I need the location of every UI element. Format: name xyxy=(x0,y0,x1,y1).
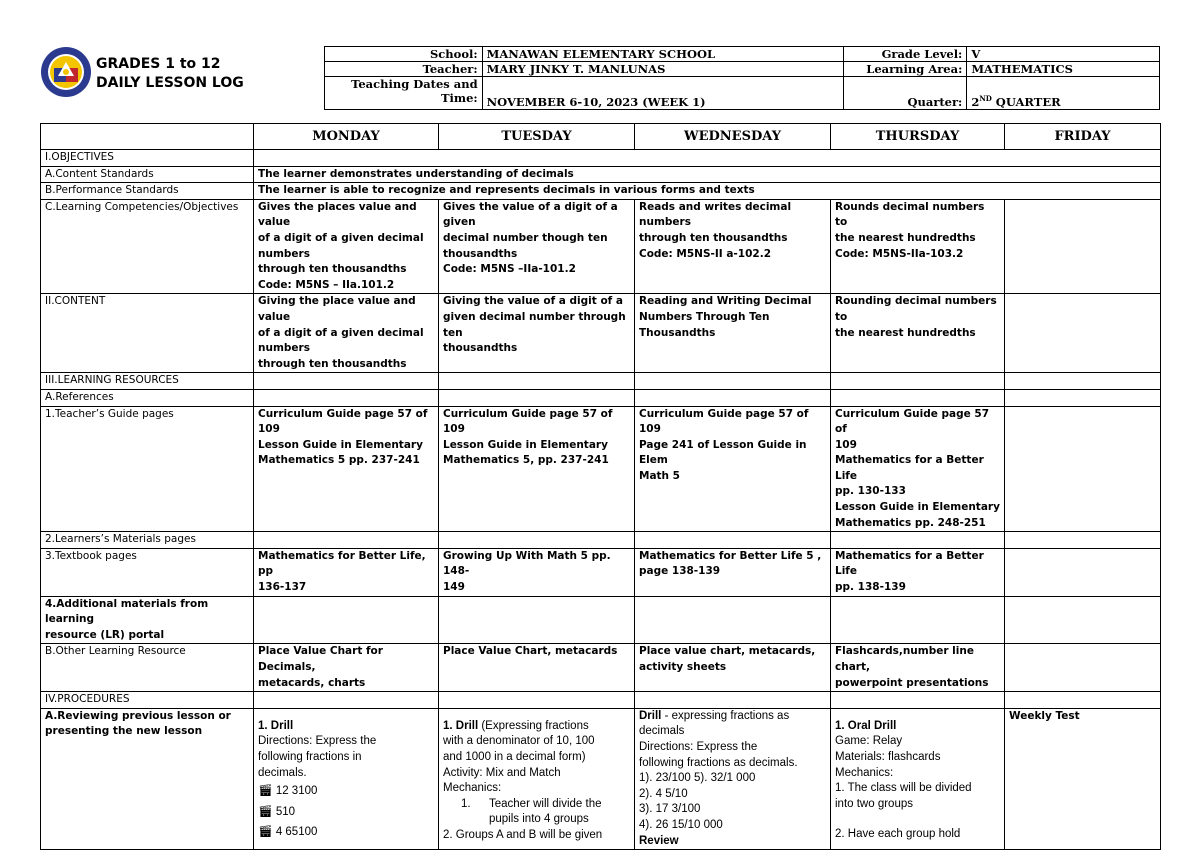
line: 4.Additional materials from learning xyxy=(45,597,212,626)
procedures-row xyxy=(41,692,1161,709)
line: Place value chart, metacards, xyxy=(639,645,816,658)
line: Lesson Guide in Elementary xyxy=(443,438,608,451)
content-standards-row xyxy=(41,166,1161,183)
other-resource-row xyxy=(41,644,1161,692)
learning-resources-heading: III.LEARNING RESOURCES xyxy=(41,373,254,390)
other-resource-friday xyxy=(1005,644,1161,692)
line: Place Value Chart, metacards xyxy=(443,645,618,658)
textbook-wednesday xyxy=(635,548,831,596)
empty-cell xyxy=(831,692,1005,709)
procedures-heading: IV.PROCEDURES xyxy=(41,692,254,709)
line: Growing Up With Math 5 pp. 148- xyxy=(443,549,615,578)
empty-cell xyxy=(1005,389,1161,406)
textbook-thursday xyxy=(831,548,1005,596)
textbook-friday xyxy=(1005,548,1161,596)
line: 136-137 xyxy=(258,581,307,594)
spacer xyxy=(258,709,434,719)
line: resource (LR) portal xyxy=(45,628,165,641)
line: 1). 23/100 5). 32/1 000 xyxy=(639,772,756,785)
line: Directions: Express the xyxy=(639,740,758,753)
day-wednesday: WEDNESDAY xyxy=(635,124,831,150)
line: Thousandths xyxy=(639,326,716,339)
empty-cell xyxy=(439,389,635,406)
textbook-monday xyxy=(254,548,439,596)
competencies-tuesday xyxy=(439,199,635,294)
empty-cell xyxy=(254,532,439,549)
empty-cell xyxy=(831,389,1005,406)
line: 1. The class will be divided xyxy=(835,782,972,795)
teaching-dates-label xyxy=(325,77,483,110)
other-resource-label: B.Other Learning Resource xyxy=(41,644,254,692)
content-monday xyxy=(254,294,439,373)
learning-resources-row xyxy=(41,373,1161,390)
day-header-row xyxy=(41,124,1161,150)
line: 2. Have each group hold xyxy=(835,828,961,841)
quarter-rest: QUARTER xyxy=(991,95,1061,109)
line: into two groups xyxy=(835,797,913,810)
empty-cell xyxy=(635,692,831,709)
day-monday: MONDAY xyxy=(254,124,439,150)
other-resource-monday xyxy=(254,644,439,692)
grade-level-value: V xyxy=(967,47,1160,62)
objectives-empty xyxy=(254,150,1161,167)
line: Mechanics: xyxy=(443,782,502,795)
line: 2. Groups A and B will be given xyxy=(443,828,603,841)
drill-heading: Drill xyxy=(639,709,662,722)
performance-standards-value: The learner is able to recognize and represents decimals in various forms and texts xyxy=(254,183,1161,200)
line: Gives the value of a digit of a given xyxy=(443,200,622,229)
performance-standards-label: B.Performance Standards xyxy=(41,183,254,200)
day-thursday: THURSDAY xyxy=(831,124,1005,150)
teaching-dates-label-2: Time: xyxy=(440,91,478,105)
line: Mechanics: xyxy=(835,766,894,779)
line: and 1000 in a decimal form) xyxy=(443,750,586,763)
empty-cell xyxy=(635,532,831,549)
line: metacards, charts xyxy=(258,676,366,689)
line: with a denominator of 10, 100 xyxy=(443,735,595,748)
empty-cell xyxy=(439,596,635,644)
quarter-num: 2 xyxy=(971,95,980,109)
line: pupils into 4 groups xyxy=(489,813,589,826)
line: Place Value Chart for Decimals, xyxy=(258,645,387,673)
empty-cell xyxy=(635,373,831,390)
empty-cell xyxy=(635,389,831,406)
line: Code: M5NS – IIa.101.2 xyxy=(258,278,395,291)
content-standards-value: The learner demonstrates understanding of decimals xyxy=(254,166,1161,183)
school-label: School: xyxy=(325,47,483,62)
empty-cell xyxy=(254,373,439,390)
empty-cell xyxy=(1005,596,1161,644)
teachers-guide-wednesday xyxy=(635,406,831,532)
line: following fractions as decimals. xyxy=(639,756,798,769)
spacer xyxy=(835,812,1000,827)
line: Numbers Through Ten xyxy=(639,310,770,323)
content-friday xyxy=(1005,294,1161,373)
empty-cell xyxy=(439,373,635,390)
objectives-row xyxy=(41,150,1161,167)
grade-level-label: Grade Level: xyxy=(843,47,967,62)
teachers-guide-label: 1.Teacher’s Guide pages xyxy=(41,406,254,532)
line: Curriculum Guide page 57 of 109 xyxy=(639,407,813,436)
empty-cell xyxy=(254,389,439,406)
drill-item-text: 4 65100 xyxy=(275,826,318,839)
drill-item xyxy=(258,825,434,841)
line: through ten thousandths xyxy=(258,263,407,276)
drill-heading-line xyxy=(639,709,826,725)
competencies-label: C.Learning Competencies/Objectives xyxy=(41,199,254,294)
empty-cell xyxy=(635,596,831,644)
bullet-icon: 🎬︎ xyxy=(258,805,273,818)
line: pp. 138-139 xyxy=(835,581,906,594)
performance-standards-row xyxy=(41,183,1161,200)
line: Game: Relay xyxy=(835,735,903,748)
review-label xyxy=(41,708,254,849)
header-info-table xyxy=(324,46,1160,110)
drill-item xyxy=(258,805,434,821)
line: Math 5 xyxy=(639,469,680,482)
title-line-2: DAILY LESSON LOG xyxy=(96,75,244,91)
line: the nearest hundredths xyxy=(835,231,976,244)
line: Reads and writes decimal numbers xyxy=(639,200,795,229)
school-value: MANAWAN ELEMENTARY SCHOOL xyxy=(482,47,843,62)
line: Giving the place value and value xyxy=(258,295,420,323)
empty-cell xyxy=(439,692,635,709)
line: numbers xyxy=(258,342,310,355)
additional-materials-label xyxy=(41,596,254,644)
review-thursday xyxy=(831,708,1005,849)
line: Materials: flashcards xyxy=(835,750,941,763)
line: through ten thousandths xyxy=(639,231,788,244)
drill-heading-rest: - expressing fractions as xyxy=(661,709,790,722)
content-thursday xyxy=(831,294,1005,373)
list-item xyxy=(443,797,630,813)
line: Lesson Guide in Elementary xyxy=(835,501,1000,514)
line: Mathematics pp. 248-251 xyxy=(835,516,986,529)
line: Teacher will divide the xyxy=(489,797,602,810)
empty-cell xyxy=(831,532,1005,549)
line: the nearest hundredths xyxy=(835,326,976,339)
line: Gives the places value and value xyxy=(258,200,421,229)
line: Curriculum Guide page 57 of xyxy=(835,407,993,436)
line: numbers xyxy=(258,247,310,260)
line: Curriculum Guide page 57 of 109 xyxy=(443,407,617,436)
line: presenting the new lesson xyxy=(45,725,203,738)
empty-cell xyxy=(831,596,1005,644)
line: 2). 4 5/10 xyxy=(639,787,688,800)
line: of a digit of a given decimal xyxy=(258,231,424,244)
learning-area-label: Learning Area: xyxy=(843,62,967,77)
empty-cell xyxy=(1005,373,1161,390)
line: Mathematics 5 pp. 237-241 xyxy=(258,454,420,467)
drill-heading-rest: (Expressing fractions xyxy=(478,719,589,732)
review-heading: Review xyxy=(639,834,679,847)
other-resource-thursday xyxy=(831,644,1005,692)
drill-heading-line xyxy=(443,719,630,735)
teacher-value: MARY JINKY T. MANLUNAS xyxy=(482,62,843,77)
learning-area-value: MATHEMATICS xyxy=(967,62,1160,77)
line: Activity: Mix and Match xyxy=(443,766,561,779)
line: Mathematics for Better Life 5 , xyxy=(639,549,822,562)
line: page 138-139 xyxy=(639,565,721,578)
competencies-wednesday xyxy=(635,199,831,294)
line: 109 xyxy=(835,438,857,451)
teaching-dates-label-1: Teaching Dates and xyxy=(351,77,478,91)
line: Code: M5NS-IIa-103.2 xyxy=(835,247,964,260)
line: A.Reviewing previous lesson or xyxy=(45,709,231,722)
line: following fractions in xyxy=(258,750,362,763)
drill-item-text: 12 3100 xyxy=(275,785,318,798)
line: given decimal number through ten xyxy=(443,310,630,339)
competencies-row xyxy=(41,199,1161,294)
content-tuesday xyxy=(439,294,635,373)
review-friday: Weekly Test xyxy=(1005,708,1161,849)
additional-materials-row xyxy=(41,596,1161,644)
objectives-heading: I.OBJECTIVES xyxy=(41,150,254,167)
line: 109 xyxy=(258,423,280,436)
line: decimals xyxy=(639,725,685,738)
teacher-label: Teacher: xyxy=(325,62,483,77)
textbook-tuesday xyxy=(439,548,635,596)
teachers-guide-tuesday xyxy=(439,406,635,532)
line: 4). 26 15/10 000 xyxy=(639,818,723,831)
spacer xyxy=(443,709,630,719)
line: activity sheets xyxy=(639,661,727,673)
line: Code: M5NS –IIa-101.2 xyxy=(443,263,576,276)
line: Mathematics for Better Life, pp xyxy=(258,549,430,578)
line: Rounding decimal numbers to xyxy=(835,295,1001,323)
quarter-sup: ND xyxy=(979,94,992,104)
line: Flashcards,number line chart, xyxy=(835,645,978,673)
bullet-icon: 🎬︎ xyxy=(258,785,273,798)
learners-materials-label: 2.Learners’s Materials pages xyxy=(41,532,254,549)
title-line-1: GRADES 1 to 12 xyxy=(96,56,221,72)
line: thousandths xyxy=(443,247,518,260)
learners-materials-row xyxy=(41,532,1161,549)
line: 3). 17 3/100 xyxy=(639,803,701,816)
line: Mathematics 5, pp. 237-241 xyxy=(443,454,609,467)
drill-heading: 1. Oral Drill xyxy=(835,719,897,732)
day-tuesday: TUESDAY xyxy=(439,124,635,150)
teachers-guide-monday xyxy=(254,406,439,532)
bullet-icon: 🎬︎ xyxy=(258,826,273,839)
corner-cell xyxy=(41,124,254,150)
review-monday xyxy=(254,708,439,849)
drill-heading: 1. Drill xyxy=(258,719,294,732)
content-wednesday xyxy=(635,294,831,373)
teaching-dates-value: NOVEMBER 6-10, 2023 (WEEK 1) xyxy=(482,77,843,110)
empty-cell xyxy=(254,692,439,709)
drill-heading: 1. Drill xyxy=(443,719,479,732)
empty-cell xyxy=(254,596,439,644)
drill-item-text: 510 xyxy=(275,805,295,818)
empty-cell xyxy=(831,373,1005,390)
line: through ten thousandths xyxy=(258,357,407,370)
line: Giving the value of a digit of a xyxy=(443,295,623,308)
line: Mathematics for a Better Life xyxy=(835,549,988,578)
line: Page 241 of Lesson Guide in Elem xyxy=(639,438,811,467)
line: Reading and Writing Decimal xyxy=(639,295,812,308)
list-number: 1. xyxy=(461,797,471,810)
competencies-monday xyxy=(254,199,439,294)
other-resource-tuesday xyxy=(439,644,635,692)
competencies-friday xyxy=(1005,199,1161,294)
other-resource-wednesday xyxy=(635,644,831,692)
content-standards-label: A.Content Standards xyxy=(41,166,254,183)
line: decimals. xyxy=(258,766,307,779)
deped-seal-logo xyxy=(40,46,92,98)
content-label: II.CONTENT xyxy=(41,294,254,373)
line: pp. 130-133 xyxy=(835,485,906,498)
review-tuesday xyxy=(439,708,635,849)
empty-cell xyxy=(1005,692,1161,709)
competencies-thursday xyxy=(831,199,1005,294)
teachers-guide-row xyxy=(41,406,1161,532)
references-heading: A.References xyxy=(41,389,254,406)
textbook-label: 3.Textbook pages xyxy=(41,548,254,596)
empty-cell xyxy=(1005,532,1161,549)
references-row xyxy=(41,389,1161,406)
line: Code: M5NS-II a-102.2 xyxy=(639,247,771,260)
lesson-log-table xyxy=(40,123,1161,850)
review-wednesday xyxy=(635,708,831,849)
line: Rounds decimal numbers to xyxy=(835,200,989,229)
content-row xyxy=(41,294,1161,373)
line: powerpoint presentations xyxy=(835,676,989,689)
line: 149 xyxy=(443,581,465,594)
line: thousandths xyxy=(443,342,518,355)
line: of a digit of a given decimal xyxy=(258,326,424,339)
log-title xyxy=(96,55,244,93)
empty-cell xyxy=(439,532,635,549)
teachers-guide-thursday xyxy=(831,406,1005,532)
textbook-row xyxy=(41,548,1161,596)
line: Mathematics for a Better Life xyxy=(835,454,988,482)
teachers-guide-friday xyxy=(1005,406,1161,532)
drill-item xyxy=(258,784,434,800)
line: Curriculum Guide page 57 of xyxy=(258,407,428,420)
quarter-label: Quarter: xyxy=(843,77,967,110)
day-friday: FRIDAY xyxy=(1005,124,1161,150)
line: Directions: Express the xyxy=(258,735,377,748)
quarter-value xyxy=(967,77,1160,110)
spacer xyxy=(835,709,1000,719)
line: Lesson Guide in Elementary xyxy=(258,438,423,451)
line: decimal number though ten xyxy=(443,231,608,244)
review-row xyxy=(41,708,1161,849)
